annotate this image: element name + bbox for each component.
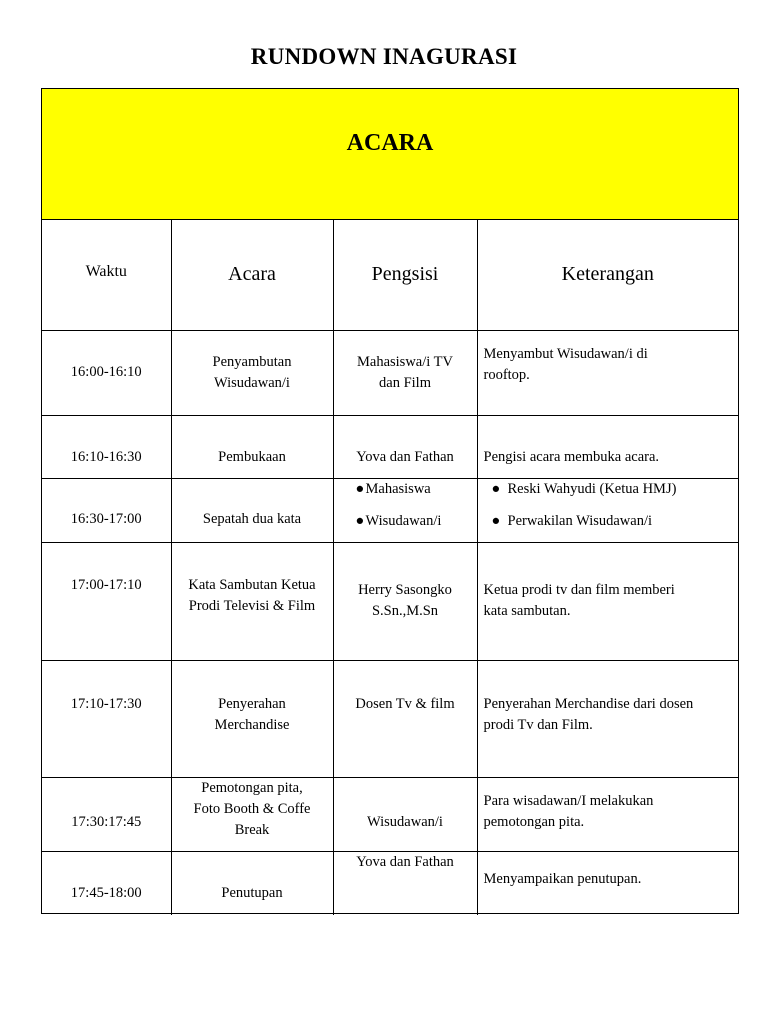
header-keterangan: Keterangan xyxy=(477,220,738,330)
cell-acara: Kata Sambutan Ketua Prodi Televisi & Film xyxy=(171,542,333,660)
cell-acara: Penyerahan Merchandise xyxy=(171,660,333,777)
cell-pengisi: Herry Sasongko S.Sn.,M.Sn xyxy=(333,542,477,660)
cell-pengisi: Dosen Tv & film xyxy=(333,660,477,777)
table-row xyxy=(42,478,738,542)
cell-waktu: 17:30:17:45 xyxy=(42,777,171,851)
cell-waktu: 17:45-18:00 xyxy=(42,851,171,915)
cell-acara: Penutupan xyxy=(171,851,333,915)
cell-waktu: 17:00-17:10 xyxy=(42,542,171,660)
cell-acara: Pemotongan pita, Foto Booth & Coffe Break xyxy=(171,777,333,851)
cell-pengisi xyxy=(333,478,477,542)
banner-label: ACARA xyxy=(346,129,434,156)
header-row xyxy=(42,220,738,330)
schedule-grid xyxy=(42,220,738,915)
cell-acara: Penyambutan Wisudawan/i xyxy=(171,330,333,415)
cell-keterangan: Menyambut Wisudawan/i di rooftop. xyxy=(477,330,738,415)
table-row xyxy=(42,660,738,777)
cell-waktu: 17:10-17:30 xyxy=(42,660,171,777)
rundown-table xyxy=(41,88,739,914)
cell-pengisi: Yova dan Fathan xyxy=(333,851,477,915)
header-pengsisi: Pengsisi xyxy=(333,220,477,330)
cell-keterangan xyxy=(477,478,738,542)
list-item: ●Wisudawan/i xyxy=(355,512,442,529)
cell-keterangan: Penyerahan Merchandise dari dosen prodi Tv dan Film. xyxy=(477,660,738,777)
cell-keterangan: Para wisadawan/I melakukan pemotongan pita. xyxy=(477,777,738,851)
pengisi-bullet-list xyxy=(356,479,477,532)
table-row xyxy=(42,415,738,478)
document-title: RUNDOWN INAGURASI xyxy=(250,44,518,69)
cell-acara: Sepatah dua kata xyxy=(171,478,333,542)
table-row xyxy=(42,542,738,660)
cell-pengisi: Wisudawan/i xyxy=(333,777,477,851)
cell-keterangan: Menyampaikan penutupan. xyxy=(477,851,738,915)
cell-keterangan: Ketua prodi tv dan film memberi kata sambutan. xyxy=(477,542,738,660)
table-row xyxy=(42,330,738,415)
cell-acara: Pembukaan xyxy=(171,415,333,478)
table-row xyxy=(42,777,738,851)
list-item: ●Mahasiswa xyxy=(355,480,431,497)
table-row xyxy=(42,851,738,915)
cell-waktu: 16:10-16:30 xyxy=(42,415,171,478)
header-waktu: Waktu xyxy=(42,220,171,330)
cell-keterangan: Pengisi acara membuka acara. xyxy=(477,415,738,478)
list-item: ● Reski Wahyudi (Ketua HMJ) xyxy=(491,480,677,497)
keterangan-bullet-list xyxy=(492,479,739,532)
cell-pengisi: Mahasiswa/i TV dan Film xyxy=(333,330,477,415)
cell-pengisi: Yova dan Fathan xyxy=(333,415,477,478)
cell-waktu: 16:30-17:00 xyxy=(42,478,171,542)
header-acara: Acara xyxy=(171,220,333,330)
cell-waktu: 16:00-16:10 xyxy=(42,330,171,415)
acara-banner xyxy=(42,89,738,220)
list-item: ● Perwakilan Wisudawan/i xyxy=(491,512,653,529)
